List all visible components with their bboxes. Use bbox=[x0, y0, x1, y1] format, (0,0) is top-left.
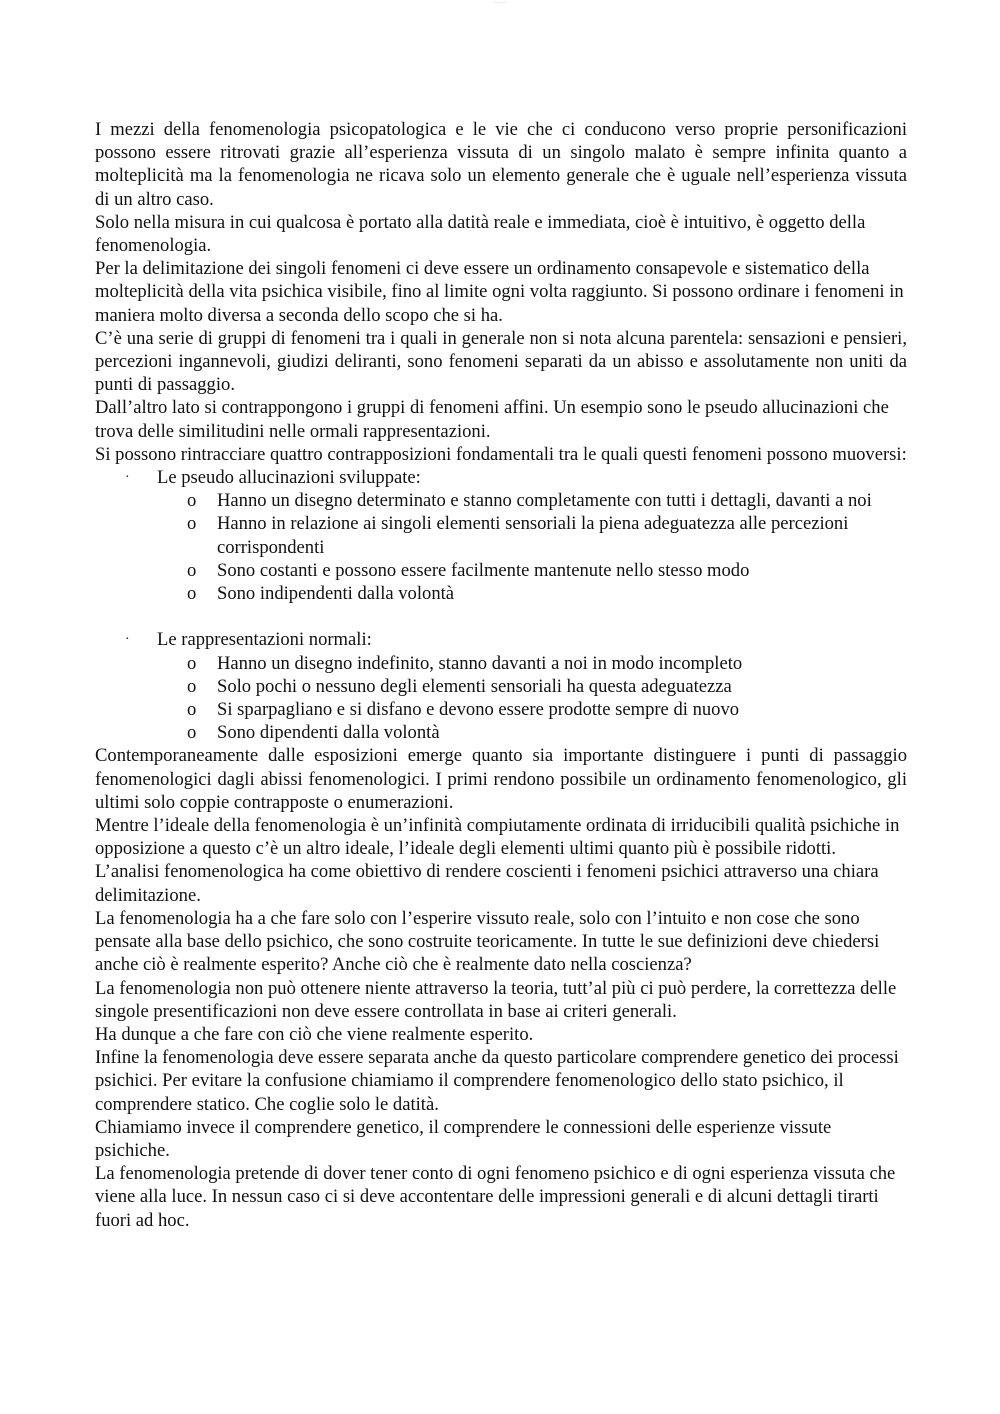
sub-list-item bbox=[95, 721, 907, 744]
paragraph-7: Contemporaneamente dalle esposizioni emerge quanto sia importante distinguere i punti di passaggio fenomenologici dagli abissi fenomenologici. I primi rendono possibile un ordinamento fenomenologico, gli ultimi solo coppie contrapposte o enumerazioni. bbox=[95, 745, 907, 813]
sub-list-item-text: Sono dipendenti dalla volontà bbox=[217, 722, 440, 744]
circle-bullet-icon: o bbox=[187, 699, 197, 721]
sub-list-item bbox=[95, 559, 907, 582]
paragraph-8: Mentre l’ideale della fenomenologia è un’infinità compiutamente ordinata di irriducibili qualità psichiche in opposizione a questo c’è un altro ideale, l’ideale degli elementi ultimi quanto più è possibile ridotti. bbox=[95, 815, 900, 860]
paragraph-2: Solo nella misura in cui qualcosa è portato alla datità reale e immediata, cioè è intuitivo, è oggetto della fenomenologia. bbox=[95, 211, 866, 257]
paragraph-9: L’analisi fenomenologica ha come obiettivo di rendere coscienti i fenomeni psichici attraverso una chiara delimitazione. bbox=[95, 861, 879, 906]
bullet-title: Le rappresentazioni normali: bbox=[157, 629, 372, 651]
paragraph-13: Infine la fenomenologia deve essere separata anche da questo particolare comprendere genetico dei processi psichici. Per evitare la confusione chiamiamo il comprendere fenomenologico dello stato psichico, il comprendere statico. Che coglie solo le datità. bbox=[95, 1047, 899, 1115]
paragraph-14: Chiamiamo invece il comprendere genetico, il comprendere le connessioni delle esperienze vissute psichiche. bbox=[95, 1116, 832, 1161]
circle-bullet-icon: o bbox=[187, 675, 197, 697]
sub-list-item bbox=[95, 675, 907, 698]
sub-list-item bbox=[95, 489, 907, 512]
circle-bullet-icon: o bbox=[187, 652, 197, 674]
sub-list-item-text: Si sparpagliano e si disfano e devono essere prodotte sempre di nuovo bbox=[217, 699, 740, 721]
paragraph-5: Dall’altro lato si contrappongono i gruppi di fenomeni affini. Un esempio sono le pseudo allucinazioni che trova delle similitudini nelle ormali rappresentazioni. bbox=[95, 397, 889, 442]
sub-list-item bbox=[95, 698, 907, 721]
bullet-list-pseudo-hallucinations bbox=[95, 466, 907, 605]
sub-list-item-text: Hanno un disegno indefinito, stanno davanti a noi in modo incompleto bbox=[217, 652, 743, 674]
sub-list-item-text: Hanno un disegno determinato e stanno completamente con tutti i dettagli, davanti a noi bbox=[217, 490, 872, 512]
sub-list-item-text: Solo pochi o nessuno degli elementi sensoriali ha questa adeguatezza bbox=[217, 675, 732, 697]
page-header-mark: ~~ ~~~ bbox=[493, 0, 507, 5]
document-body bbox=[95, 118, 907, 1232]
blank-line bbox=[95, 605, 907, 628]
sub-list-item-text: Sono costanti e possono essere facilmente mantenute nello stesso modo bbox=[217, 559, 750, 581]
sub-list-item bbox=[95, 652, 907, 675]
bullet-icon: · bbox=[125, 632, 130, 648]
bullet-item bbox=[95, 466, 907, 489]
sub-list-item bbox=[95, 582, 907, 605]
sub-list-item bbox=[95, 512, 907, 558]
bullet-list-normal-representations bbox=[95, 628, 907, 744]
sub-list bbox=[95, 489, 907, 605]
bullet-title: Le pseudo allucinazioni sviluppate: bbox=[157, 467, 421, 489]
bullet-icon: · bbox=[125, 470, 130, 486]
circle-bullet-icon: o bbox=[187, 722, 197, 744]
circle-bullet-icon: o bbox=[187, 559, 197, 581]
sub-list-item-text: Sono indipendenti dalla volontà bbox=[217, 583, 455, 605]
sub-list bbox=[95, 652, 907, 745]
paragraph-1: I mezzi della fenomenologia psicopatologica e le vie che ci conducono verso proprie personificazioni possono essere ritrovati grazie all’esperienza vissuta di un singolo malato è sempre infinita quanto a molteplicità ma la fenomenologia ne ricava solo un elemento generale che è uguale nell’esperienza vissuta di un altro caso. bbox=[95, 119, 907, 210]
paragraph-11: La fenomenologia non può ottenere niente attraverso la teoria, tutt’al più ci può perdere, la correttezza delle singole presentificazioni non deve essere controllata in base ai criteri generali. bbox=[95, 977, 897, 1022]
paragraph-10: La fenomenologia ha a che fare solo con l’esperire vissuto reale, solo con l’intuito e non cose che sono pensate alla base dello psichico, che sono costruite teoricamente. In tutte le sue definizioni deve chiedersi anche ciò è realmente esperito? Anche ciò che è realmente dato nella coscienza? bbox=[95, 907, 880, 976]
paragraph-6: Si possono rintracciare quattro contrapposizioni fondamentali tra le quali questi fenomeni possono muoversi: bbox=[95, 443, 907, 465]
circle-bullet-icon: o bbox=[187, 583, 197, 605]
circle-bullet-icon: o bbox=[187, 513, 197, 535]
sub-list-item-text: Hanno in relazione ai singoli elementi sensoriali la piena adeguatezza alle percezioni corrispondenti bbox=[217, 513, 849, 558]
paragraph-15: La fenomenologia pretende di dover tener conto di ogni fenomeno psichico e di ogni esperienza vissuta che viene alla luce. In nessun caso ci si deve accontentare delle impressioni generali e di alcuni dettagli tirarti fuori ad hoc. bbox=[95, 1163, 896, 1231]
circle-bullet-icon: o bbox=[187, 490, 197, 512]
paragraph-4: C’è una serie di gruppi di fenomeni tra i quali in generale non si nota alcuna parentela: sensazioni e pensieri, percezioni ingannevoli, giudizi deliranti, sono fenomeni separati da un abisso e assolutamente non uniti da punti di passaggio. bbox=[95, 327, 907, 396]
paragraph-12: Ha dunque a che fare con ciò che viene realmente esperito. bbox=[95, 1023, 534, 1045]
bullet-item bbox=[95, 628, 907, 651]
paragraph-3: Per la delimitazione dei singoli fenomeni ci deve essere un ordinamento consapevole e sistematico della molteplicità della vita psichica visibile, fino al limite ogni volta raggiunto. Si possono ordinare i fenomeni in maniera molto diversa a seconda dello scopo che si ha. bbox=[95, 258, 904, 326]
